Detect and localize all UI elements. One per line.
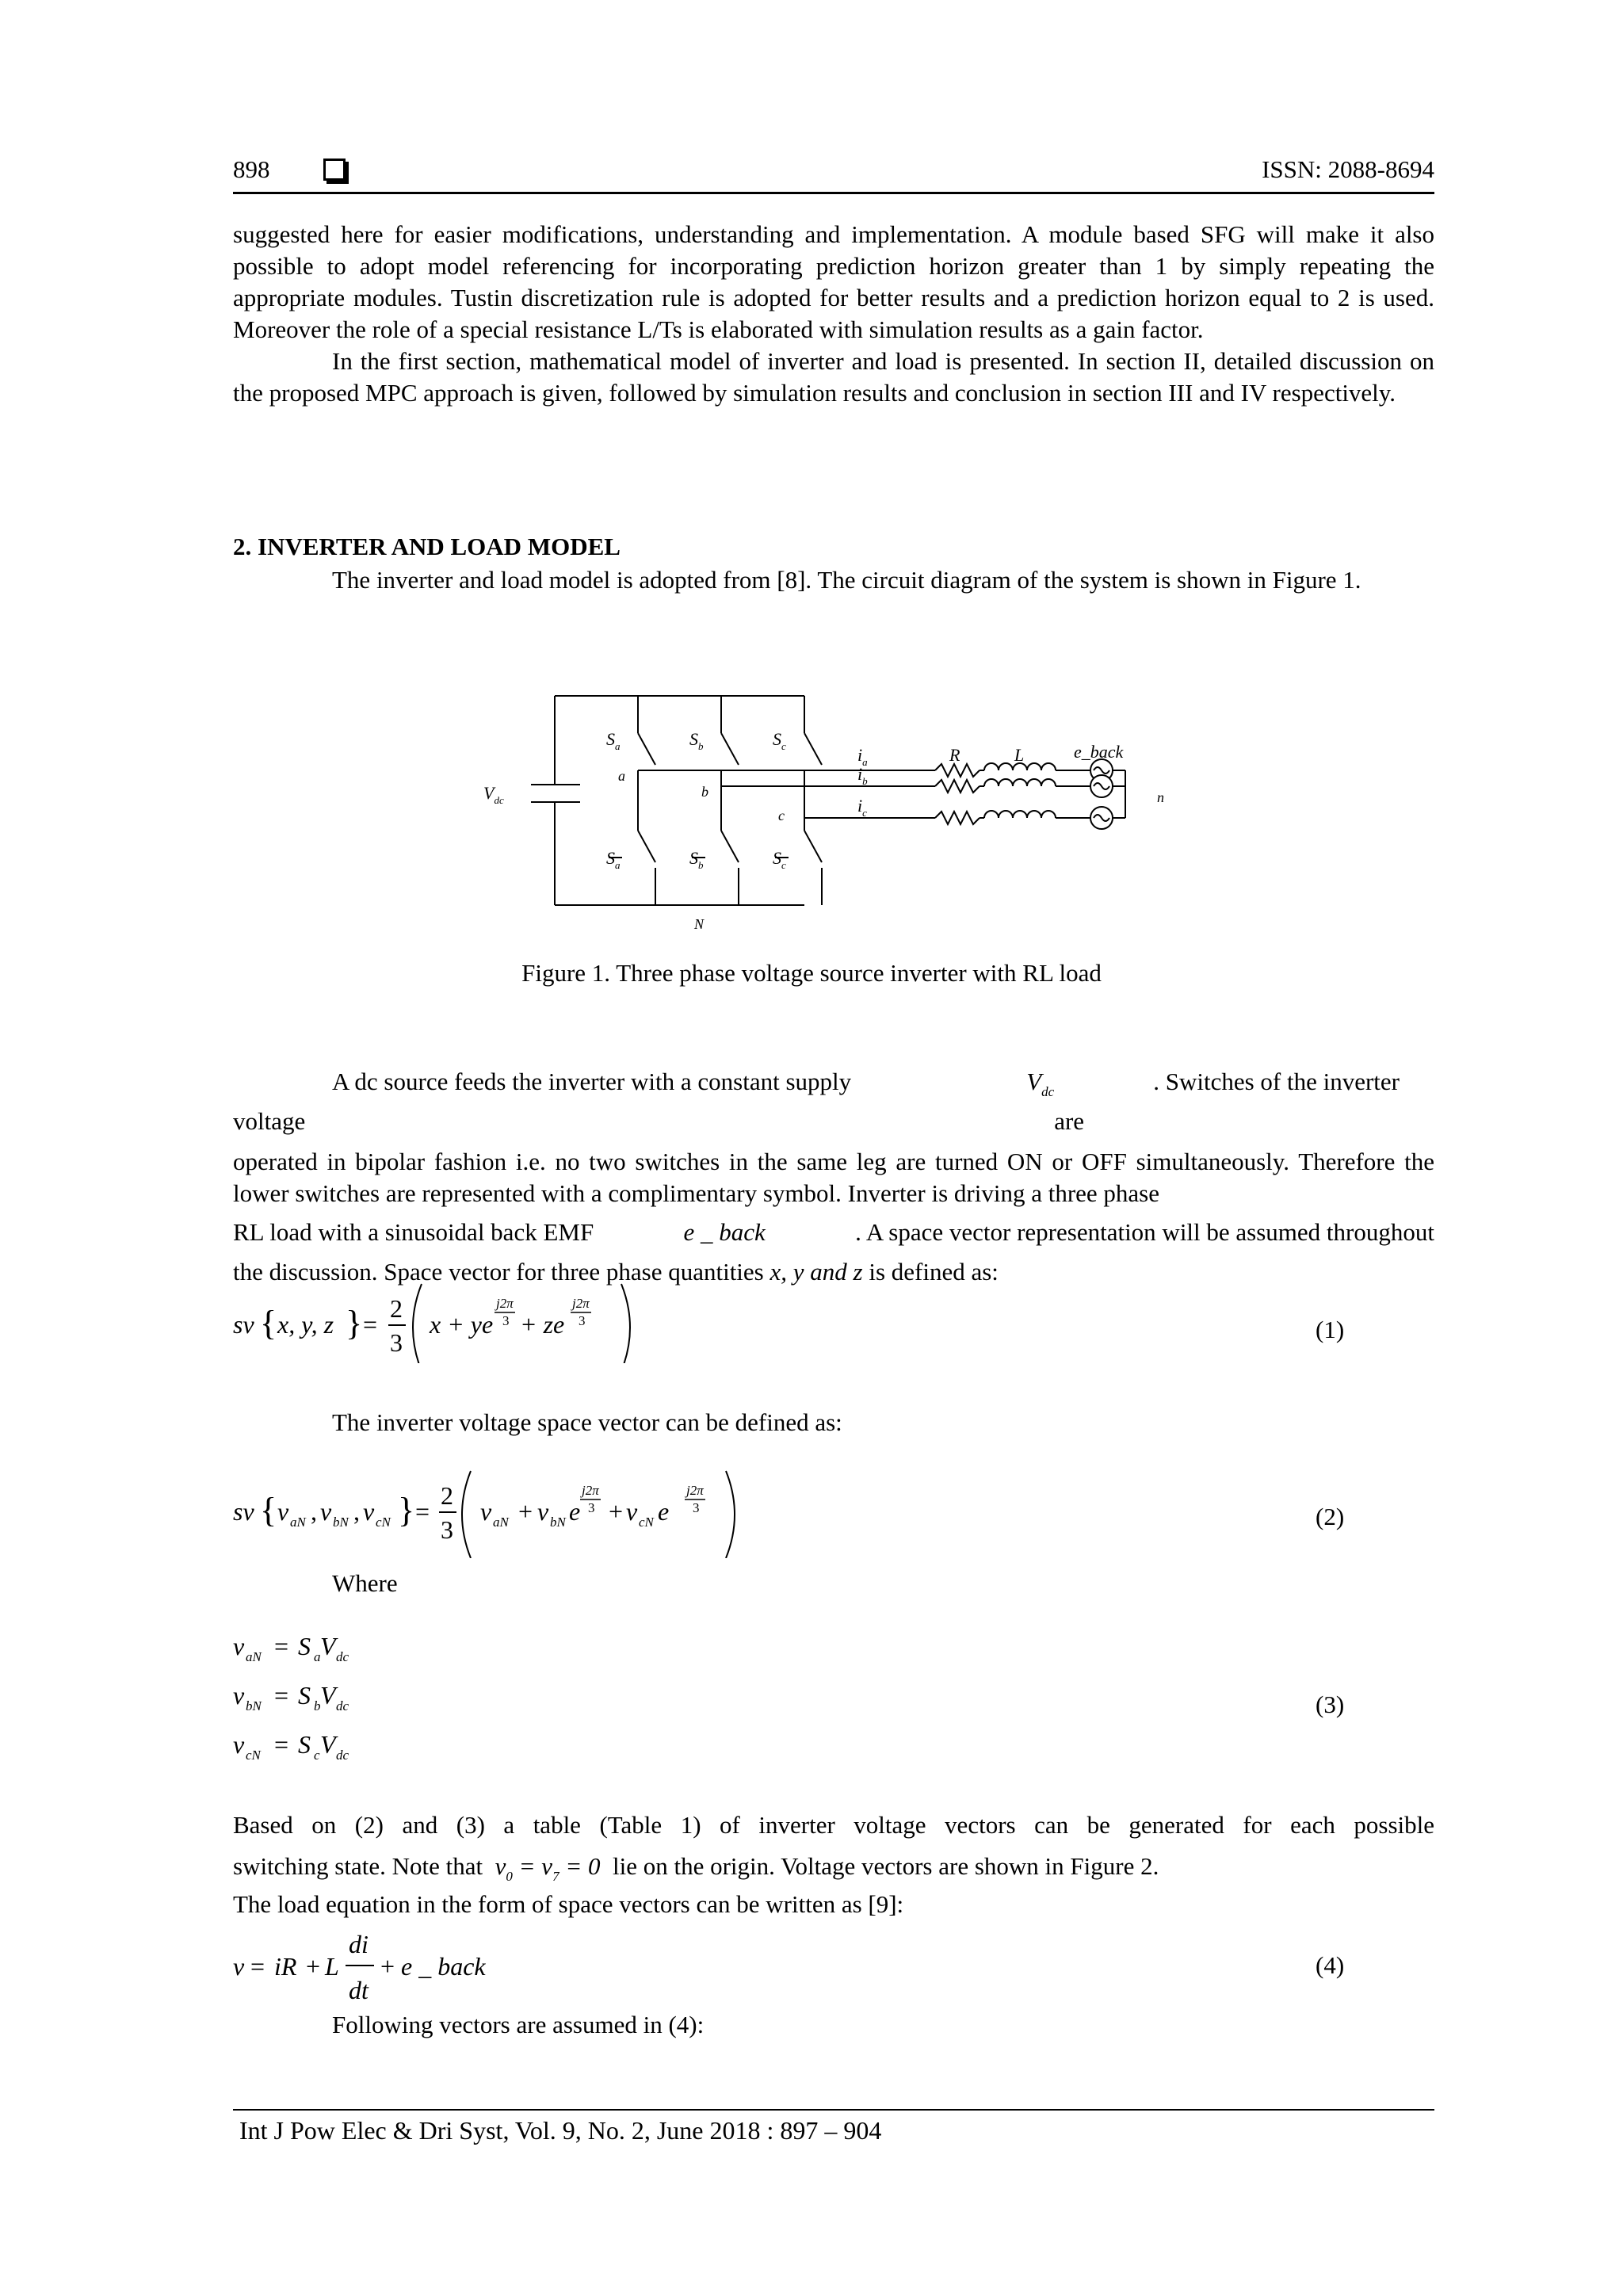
svg-text:j2π: j2π <box>496 1296 514 1311</box>
svg-text:3: 3 <box>390 1328 403 1357</box>
equation-4 <box>233 1926 550 2013</box>
svg-text:dc: dc <box>336 1698 349 1713</box>
svg-text:ib: $i_b$ <box>857 764 868 787</box>
svg-text:bN: bN <box>246 1698 262 1713</box>
svg-text:ic: $i_c$ <box>857 796 867 819</box>
svg-text:+: + <box>306 1952 321 1981</box>
body-line-4: the discussion. Space vector for three phase quantities x, y and z is defined as: <box>233 1258 999 1286</box>
svg-text:S: S <box>298 1632 311 1660</box>
following-text: Following vectors are assumed in (4): <box>332 2011 705 2038</box>
intro-paragraph-2: In the first section, mathematical model of inverter and load is presented. In section II, detailed discussion on the proposed MPC approach is given, followed by simulation results and conclusion in section III and IV respectively. <box>233 347 1434 407</box>
svg-text:e_back: e_back <box>1074 742 1124 762</box>
svg-text:v: v <box>320 1497 332 1526</box>
svg-text:Sa: $S_a$ <box>606 848 621 871</box>
intro-paragraph-1: suggested here for easier modifications, understanding and implementation. A module based SFG will make it also possible to adopt model referencing for incorporating prediction horizon greater than 1 by simply repeating the appropriate modules. Tustin discretization rule is adopted for better results and a prediction horizon equal to 2 is used. Moreover the role of a special resistance L/Ts is elaborated with simulation results as a gain factor. <box>233 220 1434 343</box>
svg-text:dc: dc <box>336 1649 349 1664</box>
svg-text:j2π: j2π <box>686 1483 704 1498</box>
footer-citation: Int J Pow Elec & Dri Syst, Vol. 9, No. 2, June 2018 : 897 – 904 <box>239 2116 882 2145</box>
svg-text:aN: aN <box>290 1515 306 1530</box>
svg-text:S: S <box>298 1730 311 1759</box>
svg-text:x, y, z: x, y, z <box>277 1310 334 1339</box>
section-paragraph <box>233 564 1434 596</box>
svg-text:3: 3 <box>502 1313 510 1328</box>
body-line-3: RL load with a sinusoidal back EMF e _ back . A space vector representation will be assumed throughout <box>233 1218 1434 1246</box>
svg-text:Sc: $S_c$ <box>773 729 786 752</box>
figure-1-caption: Figure 1. Three phase voltage source inverter with RL load <box>521 959 1102 987</box>
svg-text:n: n <box>1157 789 1164 805</box>
body-line-2: operated in bipolar fashion i.e. no two switches in the same leg are turned ON or OFF simultaneously. Therefore the lower switches are represented with a complimentary symbol. Inverter is driving a three phase <box>233 1148 1434 1207</box>
svg-text:+: + <box>380 1952 395 1981</box>
svg-text:iR: iR <box>274 1952 297 1981</box>
svg-text:V: V <box>320 1730 336 1759</box>
svg-text:sv: sv <box>233 1310 254 1339</box>
svg-text:v: v <box>233 1952 245 1981</box>
svg-text:c: c <box>778 808 785 823</box>
svg-text:{: { <box>260 1304 277 1343</box>
svg-text:}: } <box>346 1304 363 1343</box>
equation-1-number: (1) <box>1316 1316 1345 1343</box>
svg-text:v: v <box>626 1497 638 1526</box>
based-on-line-1: Based on (2) and (3) a table (Table 1) of inverter voltage vectors can be generated for each possible <box>233 1811 1434 1839</box>
intro-text <box>233 219 1434 409</box>
svg-text:S: S <box>298 1681 311 1710</box>
svg-text:e _ back: e _ back <box>401 1952 486 1981</box>
svg-text:3: 3 <box>579 1313 586 1328</box>
svg-text:aN: aN <box>493 1515 509 1530</box>
svg-text:ia: $i_a$ <box>857 745 868 768</box>
svg-text:Sb: $S_b$ <box>689 729 704 752</box>
svg-text:+ ze: + ze <box>520 1310 565 1339</box>
svg-text:=: = <box>415 1497 430 1526</box>
based-on-line-2: switching state. Note that $v_0 = v_7 = 0$ lie on the origin. Voltage vectors are shown in Figure 2. <box>233 1852 1159 1884</box>
svg-text:bN: bN <box>333 1515 349 1530</box>
svg-text:c: c <box>314 1748 320 1763</box>
svg-text:3: 3 <box>441 1515 453 1544</box>
section-paragraph-1: The inverter and load model is adopted from [8]. The circuit diagram of the system is shown in Figure 1. <box>332 566 1361 594</box>
svg-text:3: 3 <box>588 1500 595 1515</box>
page-number: 898 <box>233 155 270 183</box>
svg-text:3: 3 <box>693 1500 700 1515</box>
svg-text:2: 2 <box>441 1481 453 1510</box>
svg-text:di: di <box>349 1930 369 1958</box>
issn: ISSN: 2088-8694 <box>1262 155 1434 183</box>
svg-text:=: = <box>274 1730 289 1759</box>
svg-text:,: , <box>311 1497 317 1526</box>
svg-text:=: = <box>274 1632 289 1660</box>
footer-rule <box>233 2109 1434 2111</box>
svg-text:sv: sv <box>233 1497 254 1526</box>
svg-text:j2π: j2π <box>572 1296 590 1311</box>
svg-text:{: { <box>260 1491 277 1530</box>
svg-text:+: + <box>518 1497 533 1526</box>
svg-text:2: 2 <box>390 1294 403 1323</box>
svg-text:cN: cN <box>376 1515 391 1530</box>
svg-text:v: v <box>277 1497 289 1526</box>
vdc-label: V <box>483 783 495 803</box>
svg-text:e: e <box>658 1497 670 1526</box>
svg-text:Sb: $S_b$ <box>689 848 704 871</box>
svg-text:V: V <box>320 1681 336 1710</box>
svg-text:cN: cN <box>639 1515 654 1530</box>
body-line-1: A dc source feeds the inverter with a constant supply voltage $V_{dc}$ . Switches of the inverter are <box>233 1068 1400 1135</box>
figure-1-circuit-diagram <box>460 682 1173 935</box>
svg-text:v: v <box>233 1632 245 1660</box>
svg-text:cN: cN <box>246 1748 261 1763</box>
inverter-definition-text: The inverter voltage space vector can be defined as: <box>332 1408 842 1436</box>
load-equation-text: The load equation in the form of space vectors can be written as [9]: <box>233 1890 904 1918</box>
svg-text:Sc: $S_c$ <box>773 848 786 871</box>
equation-2 <box>233 1463 788 1558</box>
svg-text:b: b <box>314 1698 321 1713</box>
svg-text:v: v <box>233 1681 245 1710</box>
body-paragraph <box>233 1062 1434 1292</box>
svg-text:x + ye: x + ye <box>430 1310 494 1339</box>
svg-text:,: , <box>353 1497 360 1526</box>
svg-text:L: L <box>1014 745 1025 765</box>
svg-text:bN: bN <box>550 1515 566 1530</box>
svg-text:dt: dt <box>349 1976 369 2004</box>
svg-text:Sa: $S_a$ <box>606 729 621 752</box>
svg-text:=: = <box>274 1681 289 1710</box>
svg-text:Vdc: $V_{dc}$ <box>483 783 504 806</box>
svg-text:v: v <box>363 1497 375 1526</box>
svg-text:aN: aN <box>246 1649 262 1664</box>
section-heading: 2. INVERTER AND LOAD MODEL <box>233 533 621 560</box>
svg-text:V: V <box>320 1632 336 1660</box>
equation-4-number: (4) <box>1316 1951 1345 1979</box>
svg-text:+: + <box>609 1497 624 1526</box>
svg-text:R: R <box>949 745 960 765</box>
svg-text:=: = <box>250 1952 265 1981</box>
svg-text:j2π: j2π <box>582 1483 599 1498</box>
where-text: Where <box>332 1569 398 1597</box>
svg-text:}: } <box>398 1491 415 1530</box>
svg-text:N: N <box>694 916 705 932</box>
svg-text:a: a <box>314 1649 321 1664</box>
svg-text:v: v <box>537 1497 549 1526</box>
header-rule <box>233 192 1434 194</box>
svg-text:dc: dc <box>336 1748 349 1763</box>
equation-1 <box>233 1276 708 1363</box>
svg-text:v: v <box>233 1730 245 1759</box>
svg-text:v: v <box>480 1497 492 1526</box>
svg-text:a: a <box>618 768 625 784</box>
equation-3-number: (3) <box>1316 1690 1345 1718</box>
svg-text:b: b <box>701 784 708 800</box>
checkbox-icon <box>323 159 346 181</box>
svg-text:=: = <box>363 1310 378 1339</box>
svg-text:L: L <box>325 1952 339 1981</box>
equation-2-number: (2) <box>1316 1503 1345 1530</box>
equation-3 <box>233 1626 439 1777</box>
svg-text:e: e <box>569 1497 581 1526</box>
